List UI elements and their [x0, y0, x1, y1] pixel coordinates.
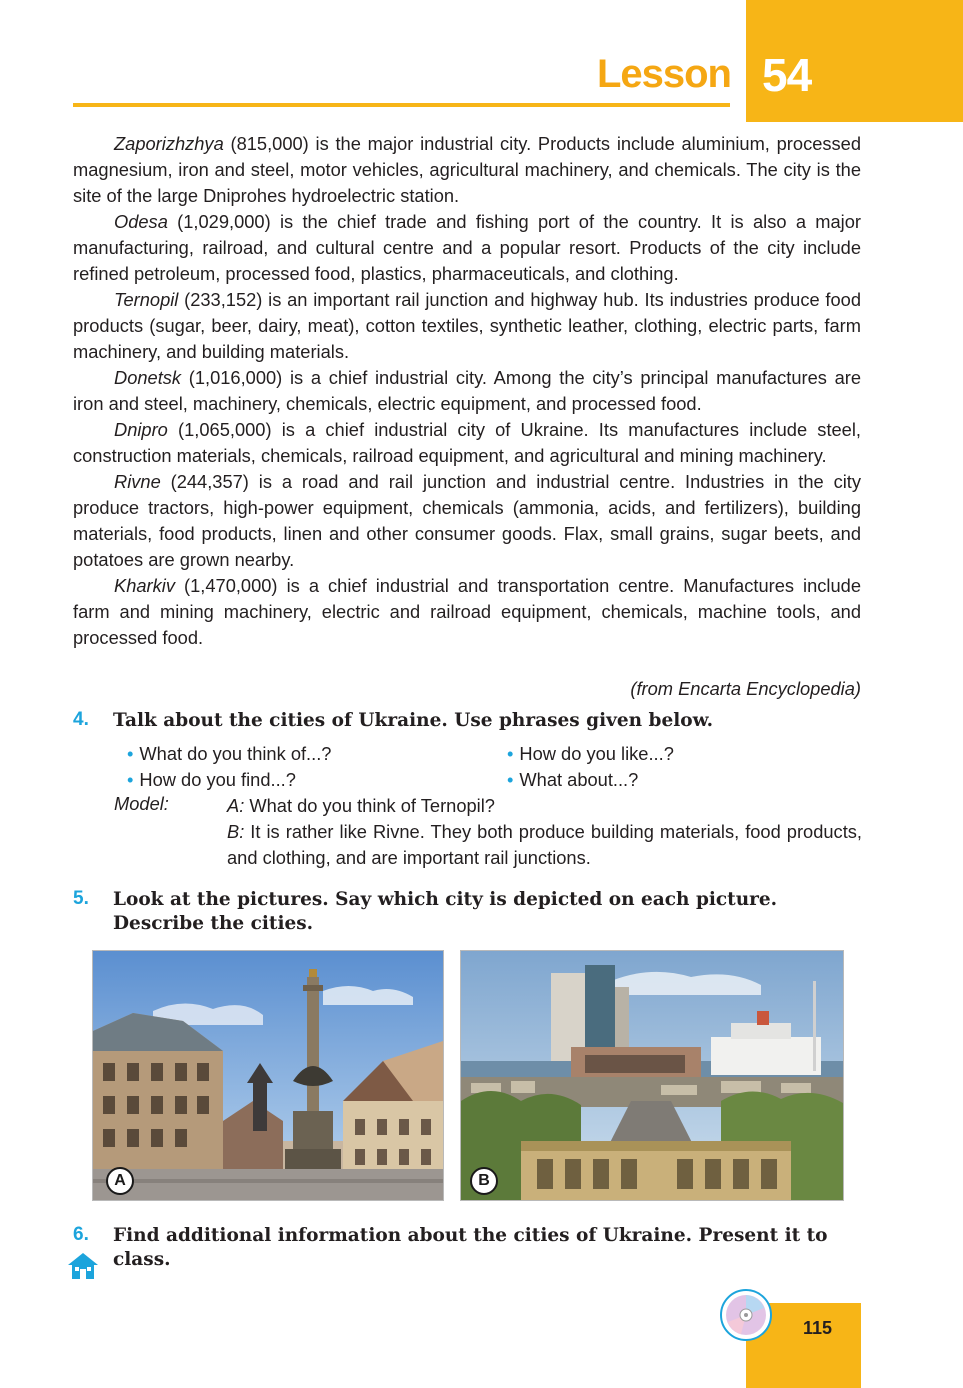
phrase-item: • What about...?: [507, 769, 639, 790]
task-5-instruction: Look at the pictures. Say which city is depicted on each picture. Describe the cities.: [113, 889, 778, 934]
lesson-word: Lesson: [596, 52, 731, 96]
city-name: Rivne: [114, 471, 161, 492]
photo-a: [92, 950, 444, 1201]
task-6-number: 6.: [73, 1224, 89, 1245]
paragraph-ternopil: [73, 287, 861, 365]
city-name: Dnipro: [114, 419, 168, 440]
model-line-b: B: It is rather like Rivne. They both produce building materials, food products, and clothing, and are important rail junctions.: [227, 821, 862, 868]
header-rule: [73, 103, 730, 107]
paragraph-body: (1,065,000) is a chief industrial city of Ukraine. Its manufactures include steel, construction materials, chemicals, railroad equipment, and agricultural and mining machinery.: [73, 419, 861, 466]
paragraph-rivne: [73, 469, 861, 573]
photo-b: [460, 950, 844, 1201]
city-name: Kharkiv: [114, 575, 175, 596]
task-6-instruction: Find additional information about the cities of Ukraine. Present it to class.: [113, 1225, 828, 1270]
paragraph-body: (1,470,000) is a chief industrial and transportation centre. Manufactures include farm and mining machinery, electric and railroad equipment, chemicals, machine tools, and processed food.: [73, 575, 861, 648]
task-4-number: 4.: [73, 709, 89, 730]
paragraph-body: (244,357) is a road and rail junction and industrial centre. Industries in the city produce tractors, high-power equipment, chemicals (ammonia, acids, and fertilizers), building materials, food products, linen and other consumer goods. Flax, small grains, sugar beets, and potatoes are grown nearby.: [73, 471, 861, 570]
photo-label-a: A: [106, 1167, 134, 1195]
photo-label-b: B: [470, 1167, 498, 1195]
phrase-item: • How do you like...?: [507, 743, 674, 764]
bullet-icon: •: [507, 769, 514, 790]
paragraph-body: (815,000) is the major industrial city. Products include aluminium, processed magnesium, iron and steel, motor vehicles, agricultural machinery, and chemicals. The city is the site of the large Dniprohes hydroelectric station.: [73, 133, 861, 206]
paragraph-body: (233,152) is an important rail junction and highway hub. Its industries produce food products (sugar, beer, dairy, meat), cotton textiles, synthetic leather, clothing, electric parts, farm machinery, and building materials.: [73, 289, 861, 362]
home-icon: [66, 1251, 100, 1281]
model-line-a: A: What do you think of Ternopil?: [227, 795, 495, 816]
source-citation: (from Encarta Encyclopedia): [630, 678, 861, 699]
city-name: Zaporizhzhya: [114, 133, 224, 154]
speaker-b: B:: [227, 821, 245, 842]
paragraph-zaporizhzhya: [73, 131, 861, 209]
reading-text: [73, 131, 861, 651]
paragraph-odesa: [73, 209, 861, 287]
cd-icon: [719, 1288, 773, 1342]
bullet-icon: •: [507, 743, 514, 764]
paragraph-body: (1,016,000) is a chief industrial city. Among the city’s principal manufactures are iron and steel, machinery, chemicals, electric equipment, and processed food.: [73, 367, 861, 414]
page-number: 115: [803, 1318, 833, 1338]
task-5-number: 5.: [73, 888, 89, 909]
paragraph-kharkiv: [73, 573, 861, 651]
city-name: Ternopil: [114, 289, 179, 310]
bullet-icon: •: [127, 743, 134, 764]
phrase-item: • How do you find...?: [127, 769, 296, 790]
paragraph-body: (1,029,000) is the chief trade and fishing port of the country. It is also a major manufacturing, railroad, and cultural centre and a popular resort. Products of the city include refined petroleum, processed food, plastics, pharmaceuticals, and clothing.: [73, 211, 861, 284]
model-label: Model:: [114, 793, 169, 814]
city-name: Donetsk: [114, 367, 182, 388]
phrase-item: • What do you think of...?: [127, 743, 332, 764]
paragraph-dnipro: [73, 417, 861, 469]
bullet-icon: •: [127, 769, 134, 790]
lesson-number: 54: [762, 49, 812, 101]
paragraph-donetsk: [73, 365, 861, 417]
task-4-instruction: Talk about the cities of Ukraine. Use phrases given below.: [113, 710, 714, 731]
speaker-a: A:: [227, 795, 245, 816]
city-name: Odesa: [114, 211, 168, 232]
